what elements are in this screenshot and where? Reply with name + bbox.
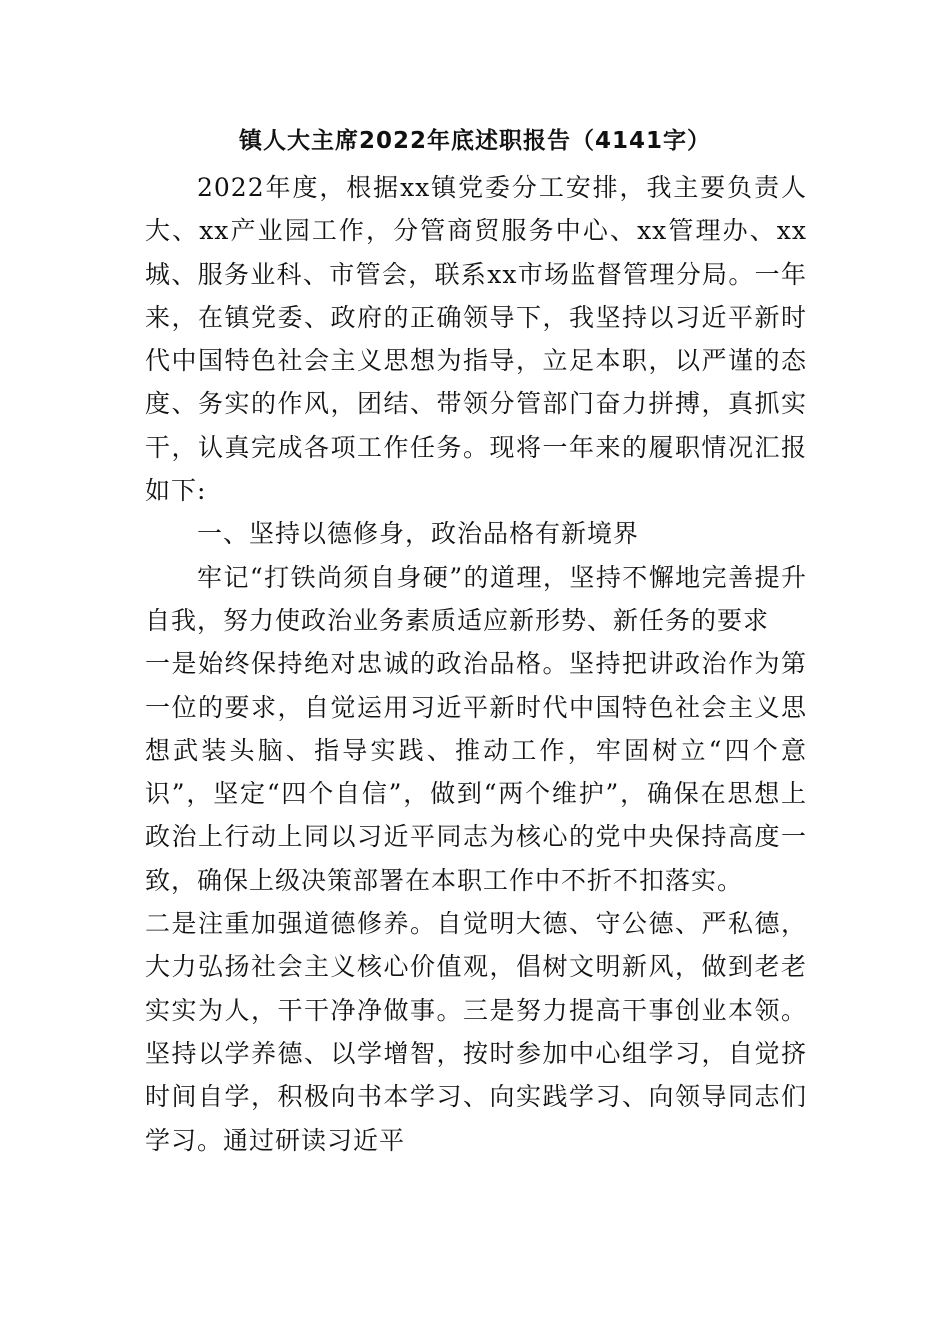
section-heading: 一、坚持以德修身，政治品格有新境界 [197,519,640,549]
section-intro-paragraph: 牢记“打铁尚须自身硬”的道理，坚持不懈地完善提升自我，努力使政治业务素质适应新形势、新任务的要求 [145,562,807,635]
point-two-three-paragraph: 二是注重加强道德修养。自觉明大德、守公德、严私德，大力弘扬社会主义核心价值观，倡树文明新风，做到老老实实为人，干干净净做事。三是努力提高干事创业本领。坚持以学养德、以学增智，按时参加中心组学习，自觉挤时间自学，积极向书本学习、向实践学习、向领导同志们学习。通过研读习近平 [145,909,807,1155]
document-title: 镇人大主席2022年底述职报告（4141字） [238,128,712,154]
document-body [145,166,807,1162]
point-one-paragraph: 一是始终保持绝对忠诚的政治品格。坚持把讲政治作为第一位的要求，自觉运用习近平新时代中国特色社会主义思想武装头脑、指导实践、推动工作，牢固树立“四个意识”，坚定“四个自信”，做到“两个维护”，确保在思想上政治上行动上同以习近平同志为核心的党中央保持高度一致，确保上级决策部署在本职工作中不折不扣落实。 [145,649,807,895]
intro-paragraph: 2022年度，根据xx镇党委分工安排，我主要负责人大、xx产业园工作，分管商贸服务中心、xx管理办、xx城、服务业科、市管会，联系xx市场监督管理分局。一年来，在镇党委、政府的正确领导下，我坚持以习近平新时代中国特色社会主义思想为指导，立足本职，以严谨的态度、务实的作风，团结、带领分管部门奋力拼搏，真抓实干，认真完成各项工作任务。现将一年来的履职情况汇报如下: [145,173,807,506]
